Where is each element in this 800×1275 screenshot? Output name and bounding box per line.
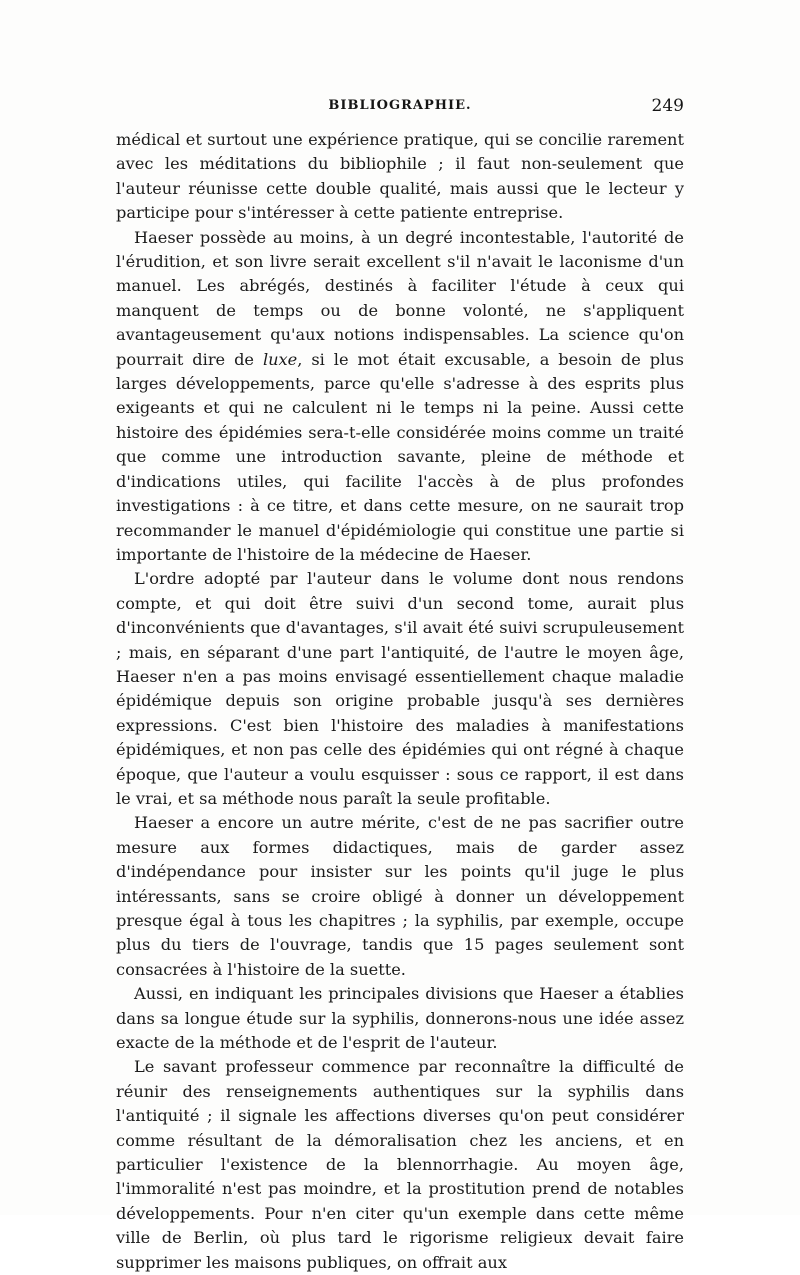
paragraph: L'ordre adopté par l'auteur dans le volume dont nous rendons compte, et qui doit être suivi d'un second tome, aurait plus d'inconvénients que d'avantages, s'il avait été suivi scrupuleusement ; mais, en séparant d'une part l'antiquité, de l'autre le moyen âge, Haeser n'en a pas moins envisagé essentiellement chaque maladie épidémique depuis son origine probable jusqu'à ses dernières expressions. C'est bien l'histoire des maladies à manifestations épidémiques, et non pas celle des épidémies qui ont régné à chaque époque, que l'auteur a voulu esquisser : sous ce rapport, il est dans le vrai, et sa méthode nous paraît la seule profitable. [116,569,684,808]
body-text [116,128,684,1275]
paragraph-text: , si le mot était excusable, a besoin de plus larges développements, parce qu'elle s'adresse à des esprits plus exigeants et qui ne calculent ni le temps ni la peine. Aussi cette histoire des épidémies sera-t-elle considérée moins comme un traité que comme une introduction savante, pleine de méthode et d'indications utiles, qui facilite l'accès à de plus profondes investigations : à ce titre, et dans cette mesure, on ne saurait trop recommander le manuel d'épidémiologie qui constitue une partie si importante de l'histoire de la médecine de Haeser. [116,349,684,564]
paragraph [116,226,684,568]
italic-word: luxe [262,349,298,369]
paragraph: médical et surtout une expérience pratique, qui se concilie rarement avec les méditations du bibliophile ; il faut non-seulement que l'auteur réunisse cette double qualité, mais aussi que le lecteur y participe pour s'intéresser à cette patiente entreprise. [116,130,684,223]
page-header [116,96,684,120]
paragraph: Le savant professeur commence par reconnaître la difficulté de réunir des renseignements authentiques sur la syphilis dans l'antiquité ; il signale les affections diverses qu'on peut considérer comme résultant de la démoralisation chez les anciens, et en particulier l'existence de la blennorrhagie. Au moyen âge, l'immoralité n'est pas moindre, et la prostitution prend de notables développements. Pour n'en citer qu'un exemple dans cette même ville de Berlin, où plus tard le rigorisme religieux devait faire supprimer les maisons publiques, on offrait aux [116,1057,684,1272]
paragraph-text: Haeser possède au moins, à un degré incontestable, l'autorité de l'érudition, et son livre serait excellent s'il n'avait le laconisme d'un manuel. Les abrégés, destinés à faciliter l'étude à ceux qui manquent de temps ou de bonne volonté, ne s'appliquent avantageusement qu'aux notions indispensables. La science qu'on pourrait dire de [116,227,684,369]
page-number: 249 [651,96,684,116]
paragraph: Aussi, en indiquant les principales divisions que Haeser a établies dans sa longue étude sur la syphilis, donnerons-nous une idée assez exacte de la méthode et de l'esprit de l'auteur. [116,984,684,1053]
running-head: BIBLIOGRAPHIE. [328,98,472,113]
paragraph: Haeser a encore un autre mérite, c'est de ne pas sacrifier outre mesure aux formes didactiques, mais de garder assez d'indépendance pour insister sur les points qu'il juge le plus intéressants, sans se croire obligé à donner un développement presque égal à tous les chapitres ; la syphilis, par exemple, occupe plus du tiers de l'ouvrage, tandis que 15 pages seulement sont consacrées à l'histoire de la suette. [116,813,684,979]
